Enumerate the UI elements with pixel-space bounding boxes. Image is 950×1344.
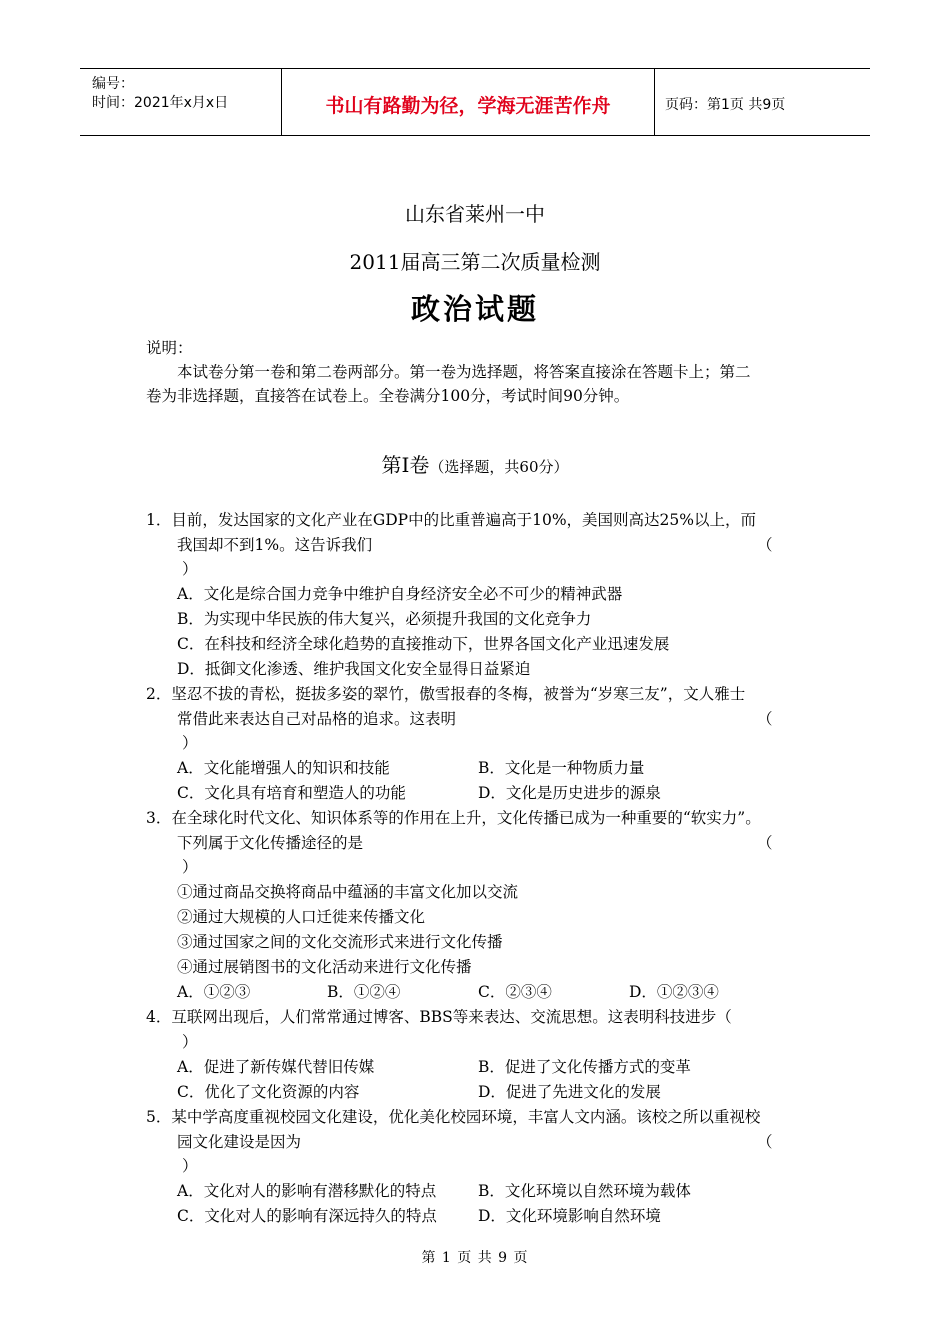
instructions-line-1: 本试卷分第一卷和第二卷两部分。第一卷为选择题，将答案直接涂在答题卡上；第二	[177, 363, 751, 381]
q5-answer-paren-close: ）	[182, 1157, 198, 1175]
q4-option-c: C．优化了文化资源的内容	[177, 1083, 360, 1101]
q2-option-b: B．文化是一种物质力量	[478, 759, 645, 777]
q1-option-a: A．文化是综合国力竞争中维护自身经济安全必不可少的精神武器	[177, 585, 623, 603]
instructions-line-2: 卷为非选择题，直接答在试卷上。全卷满分100分，考试时间90分钟。	[146, 387, 630, 405]
q1-answer-paren-close: ）	[182, 560, 198, 578]
q3-stem-line-1: 3．在全球化时代文化、知识体系等的作用在上升，文化传播已成为一种重要的“软实力”。	[146, 809, 761, 827]
subject-title: 政治试题	[410, 292, 539, 326]
q5-option-b: B．文化环境以自然环境为载体	[478, 1182, 691, 1200]
q3-stem-line-2: 下列属于文化传播途径的是	[177, 834, 364, 852]
header-right-cell	[655, 69, 870, 135]
q4-answer-paren-close: ）	[182, 1033, 198, 1051]
header-left-cell	[80, 69, 282, 135]
number-label: 编号：	[92, 76, 134, 92]
q2-answer-paren-close: ）	[182, 734, 198, 752]
q4-option-a: A．促进了新传媒代替旧传媒	[177, 1058, 375, 1076]
q3-item-4: ④通过展销图书的文化活动来进行文化传播	[177, 958, 472, 976]
q3-option-c: C．②③④	[478, 983, 552, 1001]
q2-stem-line-2: 常借此来表达自己对品格的追求。这表明	[177, 710, 457, 728]
q3-option-d: D．①②③④	[629, 983, 719, 1001]
q1-option-d: D．抵御文化渗透、维护我国文化安全显得日益紧迫	[177, 660, 531, 678]
q2-option-d: D．文化是历史进步的源泉	[478, 784, 661, 802]
header-table	[80, 68, 870, 136]
q1-option-c: C．在科技和经济全球化趋势的直接推动下，世界各国文化产业迅速发展	[177, 635, 670, 653]
q2-option-c: C．文化具有培育和塑造人的功能	[177, 784, 406, 802]
q2-option-a: A．文化能增强人的知识和技能	[177, 759, 390, 777]
q3-option-a: A．①②③	[177, 983, 251, 1001]
q3-option-b: B．①②④	[327, 983, 401, 1001]
instructions-label: 说明：	[146, 339, 193, 357]
section-title: 第Ⅰ卷	[381, 453, 430, 477]
q5-option-d: D．文化环境影响自然环境	[478, 1207, 661, 1225]
school-title: 山东省莱州一中	[405, 202, 545, 226]
q5-answer-paren-open: （	[757, 1133, 773, 1151]
q2-answer-paren-open: （	[757, 710, 773, 728]
q3-answer-paren-open: （	[757, 834, 773, 852]
q1-stem-line-2: 我国却不到1%。这告诉我们	[177, 536, 373, 554]
q3-item-2: ②通过大规模的人口迁徙来传播文化	[177, 908, 426, 926]
q2-stem-line-1: 2．坚忍不拔的青松，挺拔多姿的翠竹，傲雪报春的冬梅，被誉为“岁寒三友”，文人雅士	[146, 685, 746, 703]
page-footer: 第 1 页 共 9 页	[421, 1250, 529, 1266]
q4-option-d: D．促进了先进文化的发展	[478, 1083, 661, 1101]
time-label: 时间：2021年x月x日	[92, 95, 229, 111]
motto: 书山有路勤为径，学海无涯苦作舟	[325, 95, 611, 117]
q5-option-c: C．文化对人的影响有深远持久的特点	[177, 1207, 437, 1225]
q4-option-b: B．促进了文化传播方式的变革	[478, 1058, 691, 1076]
section-heading	[0, 449, 950, 478]
q3-item-1: ①通过商品交换将商品中蕴涵的丰富文化加以交流	[177, 883, 519, 901]
q5-stem-line-1: 5．某中学高度重视校园文化建设，优化美化校园环境，丰富人文内涵。该校之所以重视校	[146, 1108, 761, 1126]
page-info: 页码：第1页 共9页	[665, 97, 786, 113]
q5-stem-line-2: 园文化建设是因为	[177, 1133, 302, 1151]
q3-item-3: ③通过国家之间的文化交流形式来进行文化传播	[177, 933, 503, 951]
header-middle-cell	[282, 69, 655, 135]
q3-answer-paren-close: ）	[182, 858, 198, 876]
q1-answer-paren-open: （	[757, 536, 773, 554]
q4-stem-line-1: 4．互联网出现后，人们常常通过博客、BBS等来表达、交流思想。这表明科技进步（	[146, 1008, 732, 1026]
q1-stem-line-1: 1．目前，发达国家的文化产业在GDP中的比重普遍高于10%，美国则高达25%以上，而	[146, 511, 757, 529]
q5-option-a: A．文化对人的影响有潜移默化的特点	[177, 1182, 437, 1200]
exam-title: 2011届高三第二次质量检测	[349, 250, 601, 274]
q1-option-b: B．为实现中华民族的伟大复兴，必须提升我国的文化竞争力	[177, 610, 592, 628]
section-note: （选择题，共60分）	[429, 458, 569, 476]
